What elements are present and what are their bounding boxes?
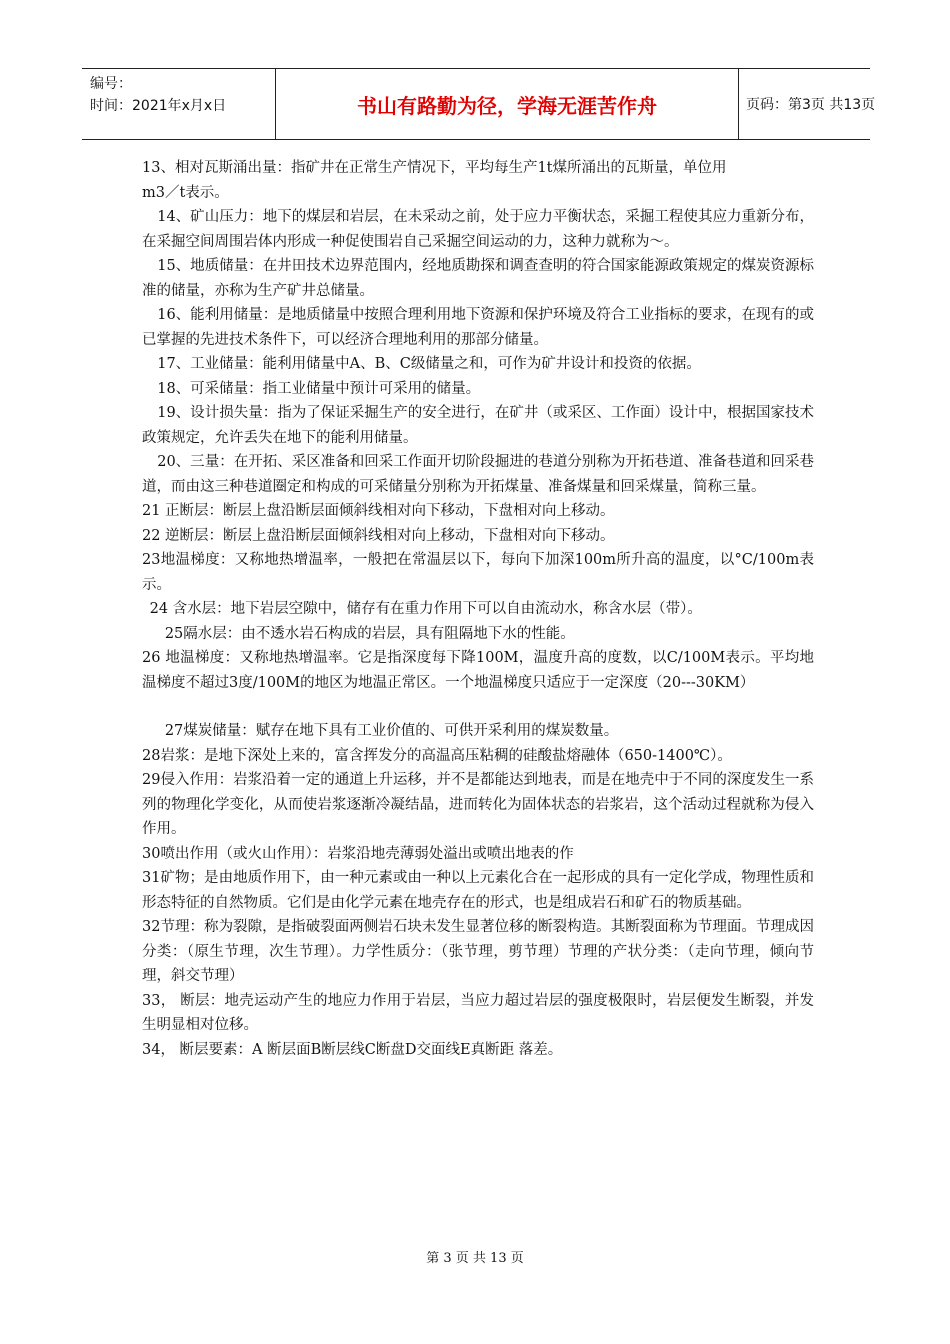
definition-paragraph: 17、工业储量：能利用储量中A、B、C级储量之和，可作为矿井设计和投资的依据。 xyxy=(157,356,701,372)
definition-paragraph: 31矿物；是由地质作用下，由一种元素或由一种以上元素化合在一起形成的具有一定化学成，物理性质和形态特征的自然物质。它们是由化学元素在地壳存在的形式，也是组成岩石和矿石的物质基础。 xyxy=(142,870,814,911)
page-header xyxy=(82,68,876,140)
definition-paragraph: 25隔水层：由不透水岩石构成的岩层，具有阻隔地下水的性能。 xyxy=(164,625,575,642)
document-number-label: 编号： xyxy=(90,76,132,92)
definition-paragraph: 14、矿山压力：地下的煤层和岩层，在未采动之前，处于应力平衡状态，采掘工程使其应力重新分布，在采掘空间周围岩体内形成一种促使围岩自己采掘空间运动的力，这种力就称为～。 xyxy=(142,209,814,250)
definition-paragraph: 29侵入作用：岩浆沿着一定的通道上升运移，并不是都能达到地表，而是在地壳中于不同的深度发生一系列的物理化学变化，从而使岩浆逐渐冷凝结晶，进而转化为固体状态的岩浆岩，这个活动过程就称为侵入作用。 xyxy=(142,772,814,837)
document-date-label: 时间：2021年x月x日 xyxy=(90,98,227,114)
definition-paragraph: 33， 断层：地壳运动产生的地应力作用于岩层，当应力超过岩层的强度极限时，岩层便发生断裂，并发生明显相对位移。 xyxy=(142,992,814,1033)
definition-paragraph xyxy=(142,695,814,719)
definition-paragraph: 30喷出作用（或火山作用）：岩浆沿地壳薄弱处溢出或喷出地表的作 xyxy=(142,845,574,862)
definition-paragraph: 18、可采储量：指工业储量中预计可采用的储量。 xyxy=(157,380,481,397)
page-footer: 第 3 页 共 13 页 xyxy=(426,1251,524,1266)
definition-paragraph: 34， 断层要素：A 断层面B断层线C断盘D交面线E真断距 落差。 xyxy=(142,1041,563,1058)
definition-paragraph: 24 含水层：地下岩层空隙中，储存有在重力作用下可以自由流动水，称含水层（带）。 xyxy=(149,601,702,617)
definition-paragraph: m3／t表示。 xyxy=(142,184,229,201)
definition-paragraph: 23地温梯度：又称地热增温率，一般把在常温层以下，每向下加深100m所升高的温度，以°C/100m表示。 xyxy=(142,552,814,593)
definition-paragraph: 20、三量：在开拓、采区准备和回采工作面开切阶段掘进的巷道分别称为开拓巷道、准备巷道和回采巷道，而由这三种巷道圈定和构成的可采储量分别称为开拓煤量、准备煤量和回采煤量，简称三量。 xyxy=(142,454,814,495)
definition-paragraph: 13、相对瓦斯涌出量：指矿井在正常生产情况下，平均每生产1t煤所涌出的瓦斯量，单位用 xyxy=(142,160,727,176)
header-motto: 书山有路勤为径，学海无涯苦作舟 xyxy=(276,69,739,139)
definition-paragraph: 28岩浆：是地下深处上来的，富含挥发分的高温高压粘稠的硅酸盐熔融体（650-1400℃）。 xyxy=(142,747,732,764)
definition-paragraph: 19、设计损失量：指为了保证采掘生产的安全进行，在矿井（或采区、工作面）设计中，根据国家技术政策规定，允许丢失在地下的能利用储量。 xyxy=(142,405,814,446)
definition-paragraph: 32节理：称为裂隙，是指破裂面两侧岩石块未发生显著位移的断裂构造。其断裂面称为节理面。节理成因分类：（原生节理，次生节理）。力学性质分：（张节理，剪节理）节理的产状分类：（走向节理，倾向节理，斜交节理） xyxy=(142,919,814,984)
document-body xyxy=(142,156,814,1062)
definition-paragraph: 15、地质储量：在井田技术边界范围内，经地质勘探和调查查明的符合国家能源政策规定的煤炭资源标准的储量，亦称为生产矿井总储量。 xyxy=(142,258,814,299)
header-meta xyxy=(82,69,276,139)
definition-paragraph: 27煤炭储量：赋存在地下具有工业价值的、可供开采利用的煤炭数量。 xyxy=(164,723,619,739)
header-page-number: 页码：第3页 共13页 xyxy=(746,97,876,113)
definition-paragraph: 16、能利用储量：是地质储量中按照合理利用地下资源和保护环境及符合工业指标的要求，在现有的或已掌握的先进技术条件下，可以经济合理地利用的那部分储量。 xyxy=(142,307,814,348)
definition-paragraph: 26 地温梯度：又称地热增温率。它是指深度每下降100M，温度升高的度数，以C/100M表示。平均地温梯度不超过3度/100M的地区为地温正常区。一个地温梯度只适应于一定深度（20---30KM） xyxy=(142,650,814,691)
definition-paragraph: 21 正断层：断层上盘沿断层面倾斜线相对向下移动，下盘相对向上移动。 xyxy=(142,503,615,519)
definition-paragraph: 22 逆断层：断层上盘沿断层面倾斜线相对向上移动，下盘相对向下移动。 xyxy=(142,527,615,544)
